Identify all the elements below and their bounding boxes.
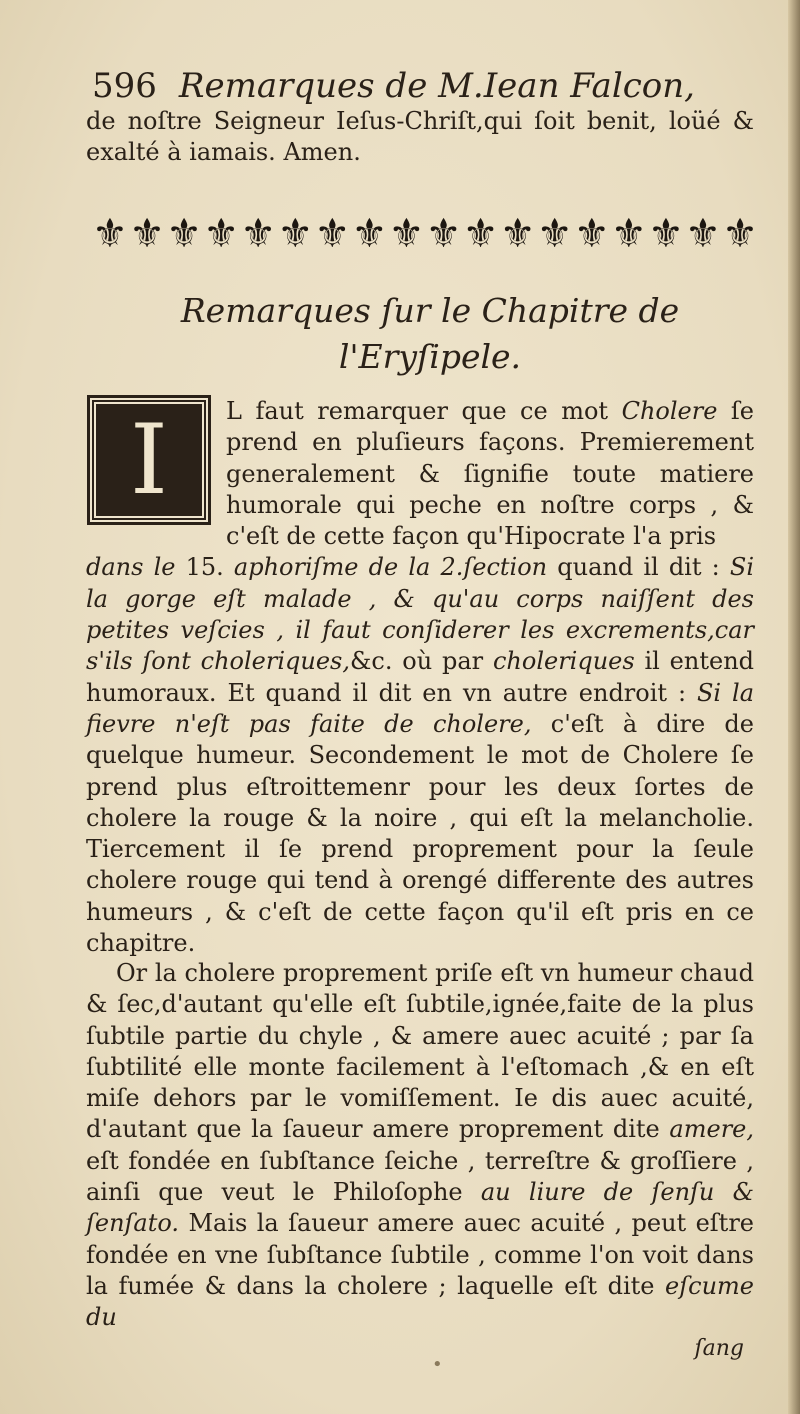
- page-edge: [788, 0, 800, 1414]
- text-run: Mais la ſaueur amere auec acuité , peut eſtre fondée en vne ſubſtance ſubtile , comme l'on voit dans la fumée & dans la cholere ; laquelle eſt dite: [86, 1209, 754, 1300]
- fleuron-icon: ⚜: [610, 211, 645, 257]
- text-run: ſe prend en pluſieurs façons. Premierement generalement & ſignifie toute matiere humorale qui peche en noſtre corps , & c'eſt de cette façon qu'Hipocrate l'a pris: [226, 397, 755, 551]
- text-run-italic: amere,: [669, 1115, 754, 1144]
- running-header: [92, 66, 752, 106]
- paragraph-1-indented: [86, 396, 754, 552]
- text-run: il entend humoraux. Et quand il dit en vn autre endroit :: [86, 647, 755, 707]
- fleuron-icon: ⚜: [129, 211, 163, 257]
- fleuron-icon: ⚜: [240, 211, 275, 257]
- running-title: Remarques de M.Iean Falcon,: [178, 66, 695, 106]
- text-run-italic: choleriques: [492, 647, 635, 676]
- text-run: &c. où par: [350, 647, 493, 676]
- text-run: eſt fondée en ſubſtance ſeiche , terreſtre & groſſiere , ainſi que veut le Philoſophe: [86, 1146, 754, 1207]
- fleuron-icon: ⚜: [647, 211, 682, 257]
- text-run: Or la cholere proprement priſe eſt vn humeur chaud & ſec,d'autant qu'elle eſt ſubtile,ignée,faite de la plus ſubtile partie du chyle , & amere auec acuité ; par ſa ſubtilité elle monte facilement à l'eſtomach ,& en eſt miſe dehors par le vomiſſement. Ie dis auec acuité, d'autant que la ſaueur amere proprement dite: [86, 959, 754, 1144]
- fleuron-icon: ⚜: [92, 211, 126, 257]
- fleuron-icon: ⚜: [499, 211, 534, 257]
- text-run: L faut remarquer que ce mot: [226, 397, 622, 425]
- fleuron-icon: ⚜: [425, 211, 460, 257]
- fleuron-icon: ⚜: [166, 211, 200, 257]
- section-title-line2: l'Eryſipele.: [338, 337, 522, 376]
- section-title: [120, 288, 740, 380]
- text-run-italic: Si la fievre n'eſt pas faite de cholere,: [86, 678, 755, 738]
- catchword: ſang: [694, 1336, 744, 1361]
- section-title-line1: Remarques ſur le Chapitre de: [180, 291, 680, 330]
- text-run: c'eſt à dire de quelque humeur. Secondement le mot de Cholere ſe prend plus eſtroittemenr pour les deux ſortes de cholere la rouge & la noire , qui eſt la melancholie. Tiercement il ſe prend proprement pour la ſeule cholere rouge qui tend à orengé differente des autres humeurs , & c'eſt de cette façon qu'il eſt pris en ce chapitre.: [86, 709, 754, 958]
- fleuron-icon: ⚜: [722, 211, 756, 257]
- fleuron-icon: ⚜: [203, 211, 238, 257]
- text-run-italic: aphoriſme de la 2.ſection: [233, 553, 548, 582]
- page-number: 596: [92, 66, 157, 106]
- ornament-band: [92, 204, 756, 264]
- text-run-italic: dans le: [86, 553, 176, 582]
- opening-text: de noſtre Seigneur Ieſus-Chriſt,qui ſoit benit, loüé & exalté à iamais. Amen.: [86, 107, 754, 167]
- fleuron-icon: ⚜: [277, 211, 312, 257]
- text-run-italic: Si la gorge eſt malade , & qu'au corps naiſſent des petites veſcies , il faut conſiderer les excrements,car s'ils ſont choleriques,: [86, 553, 754, 676]
- text-run: quand il dit :: [547, 553, 730, 582]
- text-run: 15.: [175, 553, 234, 582]
- paragraph-1: [86, 396, 754, 959]
- fleuron-icon: ⚜: [573, 211, 608, 257]
- fleuron-icon: ⚜: [388, 211, 423, 257]
- fleuron-icon: ⚜: [685, 211, 719, 257]
- fleuron-icon: ⚜: [462, 211, 497, 257]
- fleuron-icon: ⚜: [351, 211, 386, 257]
- text-run-italic: eſcume du: [86, 1271, 754, 1332]
- text-run-italic: Cholere: [621, 397, 718, 425]
- fleuron-icon: ⚜: [536, 211, 571, 257]
- signature-mark: •: [432, 1354, 443, 1375]
- fleuron-icon: ⚜: [314, 211, 349, 257]
- text-run-italic: au liure de ſenſu & ſenſato.: [86, 1178, 755, 1238]
- drop-cap: I: [90, 398, 208, 522]
- paragraph-2: [86, 958, 754, 1334]
